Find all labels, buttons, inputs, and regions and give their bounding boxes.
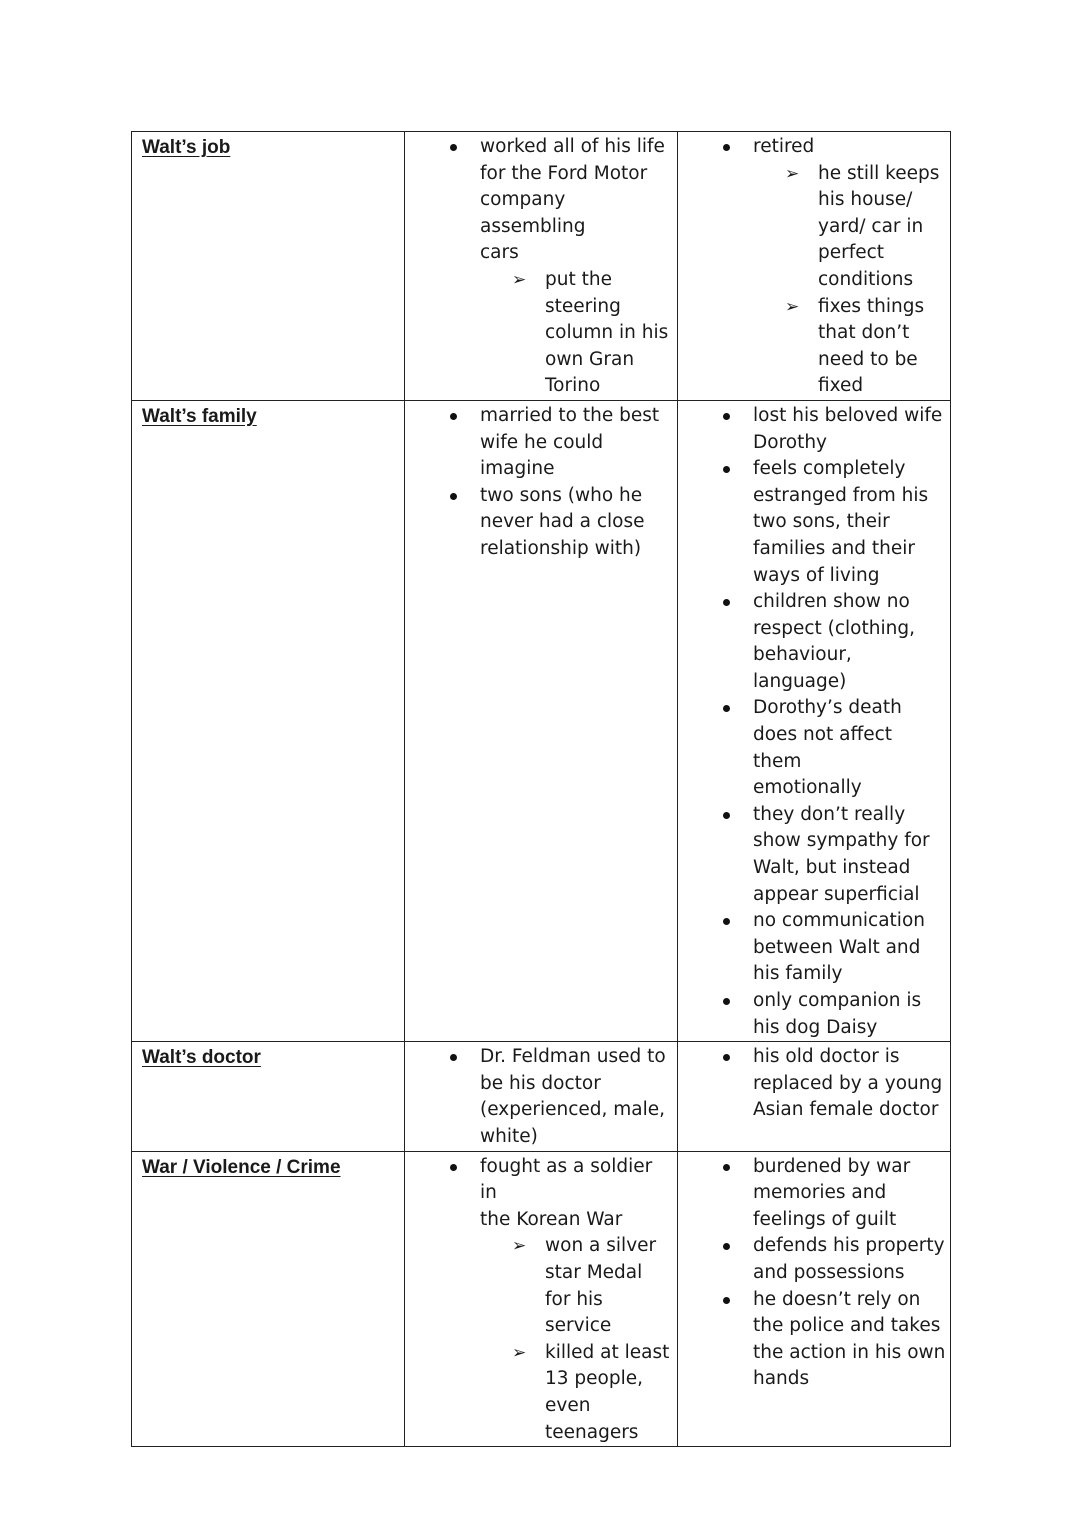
arrow-bullet-icon: ➢ (512, 269, 527, 290)
facts-bullet-list (405, 1042, 677, 1150)
bullet-dot-icon (450, 413, 457, 420)
bullet-text-line: his dog Daisy (753, 1016, 878, 1038)
bullet-item (678, 1154, 946, 1234)
sub-bullet-text-line: steering (545, 295, 621, 317)
bullet-text-line: Dorothy’s death (753, 697, 902, 719)
present-cell (678, 1151, 951, 1447)
bullet-text-line: imagine (480, 458, 555, 480)
bullet-text-line: the action in his own (753, 1341, 946, 1363)
bullet-dot-icon (450, 1164, 457, 1171)
sub-bullet-text-line: his house/ (818, 189, 913, 211)
bullet-text-line: he doesn’t rely on (753, 1288, 921, 1310)
bullet-text-line: for the Ford Motor (480, 162, 648, 184)
notes-table (131, 131, 951, 1447)
bullet-item (678, 908, 946, 988)
bullet-dot-icon (723, 918, 730, 925)
facts-cell (405, 132, 678, 401)
bullet-item (405, 1044, 673, 1150)
present-bullet-list (678, 1152, 950, 1393)
sub-bullet-text-line: he still keeps (818, 162, 940, 184)
bullet-item (678, 1287, 946, 1393)
arrow-bullet-icon: ➢ (512, 1236, 527, 1257)
bullet-text-line: feels completely (753, 458, 906, 480)
sub-bullet-text-line: 13 people, (545, 1368, 644, 1390)
sub-bullet-text-line: conditions (818, 268, 914, 290)
topic-heading: Walt’s job (142, 137, 231, 158)
facts-bullet-list (405, 132, 677, 400)
bullet-text-line: replaced by a young (753, 1072, 943, 1094)
bullet-text-line: hands (753, 1368, 810, 1390)
bullet-text-line: only companion is (753, 990, 922, 1011)
bullet-text-line: burdened by war (753, 1155, 911, 1177)
present-bullet-list (678, 401, 950, 1041)
bullet-dot-icon (723, 705, 730, 712)
facts-cell (405, 1042, 678, 1151)
bullet-dot-icon (723, 998, 730, 1005)
bullet-text-line: does not affect them (753, 724, 893, 772)
bullet-text-line: they don’t really (753, 803, 906, 825)
topic-cell (132, 132, 405, 401)
topic-heading: Walt’s family (142, 405, 257, 427)
bullet-dot-icon (723, 1054, 730, 1061)
sub-bullet-item (480, 1233, 673, 1339)
topic-heading: Walt’s doctor (142, 1047, 261, 1069)
bullet-text-line: retired (753, 136, 815, 157)
bullet-text-line: lost his beloved wife (753, 404, 943, 426)
bullet-text-line: emotionally (753, 777, 862, 799)
sub-bullet-text-line: killed at least (545, 1341, 670, 1363)
arrow-bullet-icon: ➢ (785, 296, 800, 317)
bullet-text-line: feelings of guilt (753, 1208, 897, 1230)
bullet-item (678, 1044, 946, 1124)
sub-bullet-text-line: fixed (818, 375, 864, 397)
bullet-dot-icon (723, 812, 730, 819)
facts-cell (405, 400, 678, 1041)
bullet-dot-icon (723, 413, 730, 420)
bullet-text-line: his family (753, 963, 843, 985)
bullet-text-line: Asian female doctor (753, 1099, 939, 1121)
bullet-text-line: never had a close (480, 511, 645, 533)
bullet-dot-icon (723, 599, 730, 606)
bullet-item (678, 988, 946, 1041)
bullet-item (405, 483, 673, 563)
bullet-item (678, 802, 946, 908)
bullet-text-line: white) (480, 1125, 538, 1147)
sub-bullet-text-line: teenagers (545, 1421, 639, 1443)
bullet-text-line: respect (clothing, (753, 617, 915, 639)
topic-heading: War / Violence / Crime (142, 1156, 341, 1178)
sub-bullet-text-line: put the (545, 268, 612, 290)
topic-cell (132, 1151, 405, 1447)
bullet-dot-icon (450, 144, 457, 151)
bullet-text-line: families and their (753, 537, 915, 559)
bullet-dot-icon (723, 144, 730, 151)
facts-bullet-list (405, 401, 677, 563)
bullet-text-line: no communication (753, 910, 925, 932)
bullet-item (405, 403, 673, 483)
sub-bullet-text-line: for his service (545, 1288, 612, 1337)
bullet-text-line: show sympathy for (753, 830, 930, 852)
sub-bullet-text-line: perfect (818, 242, 885, 264)
sub-bullet-text-line: that don’t (818, 322, 910, 344)
sub-bullet-text-line: column in his (545, 322, 669, 344)
sub-bullet-item (753, 294, 946, 400)
sub-bullet-text-line: yard/ car in (818, 215, 924, 237)
bullet-item (678, 456, 946, 589)
bullet-item (405, 134, 673, 400)
bullet-text-line: estranged from his (753, 484, 929, 506)
present-bullet-list (678, 1042, 950, 1124)
sub-bullet-text-line: own Gran (545, 348, 635, 370)
bullet-text-line: Dorothy (753, 431, 828, 453)
bullet-text-line: married to the best (480, 404, 660, 426)
sub-bullet-list (480, 1233, 673, 1446)
present-cell (678, 1042, 951, 1151)
table-row (132, 1042, 951, 1151)
bullet-dot-icon (723, 1297, 730, 1304)
arrow-bullet-icon: ➢ (512, 1342, 527, 1363)
sub-bullet-text-line: Torino (545, 375, 601, 397)
topic-cell (132, 400, 405, 1041)
sub-bullet-list (753, 161, 946, 400)
bullet-text-line: defends his property (753, 1235, 945, 1257)
table-row (132, 1151, 951, 1447)
sub-bullet-text-line: star Medal (545, 1261, 643, 1283)
bullet-text-line: between Walt and (753, 936, 921, 958)
sub-bullet-item (753, 161, 946, 294)
bullet-dot-icon (723, 1243, 730, 1250)
present-bullet-list (678, 132, 950, 400)
arrow-bullet-icon: ➢ (785, 163, 800, 184)
bullet-text-line: two sons, their (753, 511, 890, 533)
sub-bullet-list (480, 267, 673, 400)
facts-bullet-list (405, 1152, 677, 1447)
bullet-text-line: company assembling (480, 189, 586, 237)
bullet-item (678, 695, 946, 801)
bullet-text-line: relationship with) (480, 537, 642, 559)
topic-cell (132, 1042, 405, 1151)
bullet-text-line: children show no (753, 591, 910, 613)
bullet-text-line: two sons (who he (480, 484, 643, 506)
bullet-text-line: be his doctor (480, 1072, 601, 1094)
bullet-text-line: ways of living (753, 564, 880, 586)
bullet-text-line: fought as a soldier in (480, 1155, 653, 1204)
bullet-text-line: (experienced, male, (480, 1099, 666, 1121)
bullet-text-line: appear superficial (753, 883, 920, 905)
table-row (132, 132, 951, 401)
bullet-text-line: and possessions (753, 1261, 905, 1283)
notes-table-body (132, 132, 951, 1447)
table-row (132, 400, 951, 1041)
bullet-text-line: wife he could (480, 431, 604, 453)
bullet-dot-icon (723, 1164, 730, 1171)
sub-bullet-item (480, 267, 673, 400)
bullet-dot-icon (450, 493, 457, 500)
bullet-item (678, 403, 946, 456)
bullet-dot-icon (450, 1054, 457, 1061)
bullet-text-line: Walt, but instead (753, 857, 911, 879)
bullet-text-line: memories and (753, 1182, 887, 1204)
bullet-text-line: the police and takes (753, 1315, 941, 1337)
bullet-text-line: the Korean War (480, 1208, 623, 1230)
present-cell (678, 400, 951, 1041)
present-cell (678, 132, 951, 401)
bullet-text-line: worked all of his life (480, 136, 665, 157)
sub-bullet-item (480, 1340, 673, 1446)
sub-bullet-text-line: need to be (818, 348, 918, 370)
sub-bullet-text-line: fixes things (818, 295, 925, 317)
facts-cell (405, 1151, 678, 1447)
bullet-text-line: Dr. Feldman used to (480, 1046, 666, 1068)
bullet-item (405, 1154, 673, 1447)
bullet-item (678, 134, 946, 400)
bullet-item (678, 589, 946, 695)
bullet-dot-icon (723, 466, 730, 473)
bullet-text-line: cars (480, 242, 519, 264)
bullet-item (678, 1233, 946, 1286)
sub-bullet-text-line: won a silver (545, 1235, 657, 1257)
sub-bullet-text-line: even (545, 1394, 591, 1416)
bullet-text-line: behaviour, language) (753, 644, 852, 692)
bullet-text-line: his old doctor is (753, 1046, 900, 1068)
